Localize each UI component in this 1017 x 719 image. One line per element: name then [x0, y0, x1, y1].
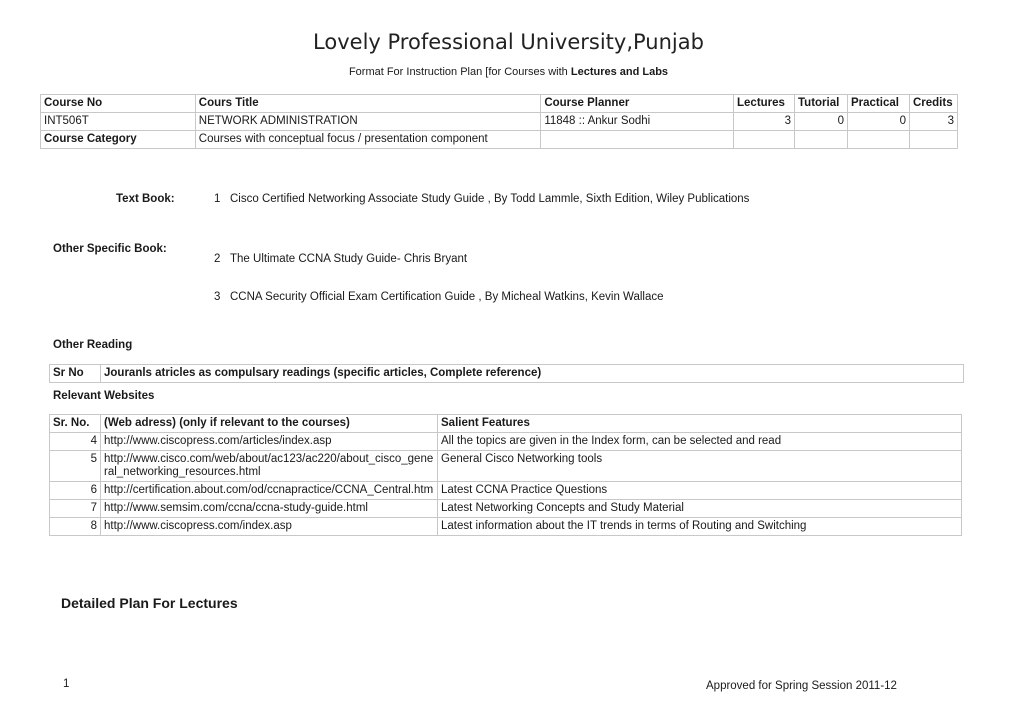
- course-no: INT506T: [41, 113, 196, 131]
- course-category-value: Courses with conceptual focus / presentation component: [195, 131, 541, 149]
- table-row: [50, 482, 962, 500]
- header-salient-features: Salient Features: [438, 415, 962, 433]
- header-course-no: Course No: [41, 95, 196, 113]
- table-row: [50, 500, 962, 518]
- header-course-title: Cours Title: [195, 95, 541, 113]
- website-feature: Latest Networking Concepts and Study Material: [438, 500, 962, 518]
- other-reading-label: Other Reading: [53, 339, 133, 351]
- website-url[interactable]: http://www.cisco.com/web/about/ac123/ac220/about_cisco_general_networking_resources.html: [101, 451, 438, 482]
- course-category-row: [41, 131, 958, 149]
- page-number: 1: [63, 678, 70, 690]
- website-feature: General Cisco Networking tools: [438, 451, 962, 482]
- website-feature: All the topics are given in the Index form, can be selected and read: [438, 433, 962, 451]
- websites-table: [49, 414, 962, 536]
- course-table: [40, 94, 958, 149]
- header-sr-no: Sr. No.: [50, 415, 101, 433]
- tutorial-value: 0: [795, 113, 848, 131]
- header-course-planner: Course Planner: [541, 95, 734, 113]
- other-book-text: The Ultimate CCNA Study Guide- Chris Bryant: [230, 253, 468, 265]
- other-book-number: 2: [214, 253, 221, 265]
- relevant-websites-label: Relevant Websites: [53, 390, 155, 402]
- website-feature: Latest CCNA Practice Questions: [438, 482, 962, 500]
- other-book-item: [214, 253, 467, 265]
- website-url[interactable]: http://www.semsim.com/ccna/ccna-study-guide.html: [101, 500, 438, 518]
- other-reading-table: [49, 364, 964, 383]
- course-table-header: [41, 95, 958, 113]
- other-book-label: Other Specific Book:: [53, 243, 167, 255]
- text-book-text: Cisco Certified Networking Associate Study Guide , By Todd Lammle, Sixth Edition, Wiley Publications: [230, 193, 750, 205]
- page-subtitle: [0, 66, 1017, 78]
- other-book-number: 3: [214, 291, 221, 303]
- header-practical: Practical: [847, 95, 909, 113]
- header-credits: Credits: [909, 95, 957, 113]
- header-web-address: (Web adress) (only if relevant to the courses): [101, 415, 438, 433]
- website-number: 6: [50, 482, 101, 500]
- empty-cell: [909, 131, 957, 149]
- websites-header: [50, 415, 962, 433]
- course-category-label: Course Category: [41, 131, 196, 149]
- table-row: [50, 518, 962, 536]
- text-book-item: [214, 193, 749, 205]
- header-sr-no: Sr No: [50, 365, 101, 383]
- detailed-plan-heading: Detailed Plan For Lectures: [61, 595, 238, 611]
- website-number: 5: [50, 451, 101, 482]
- empty-cell: [734, 131, 795, 149]
- subtitle-bold: Lectures and Labs: [570, 66, 669, 78]
- empty-cell: [541, 131, 734, 149]
- website-url[interactable]: http://certification.about.com/od/ccnapractice/CCNA_Central.htm: [101, 482, 438, 500]
- practical-value: 0: [847, 113, 909, 131]
- course-title: NETWORK ADMINISTRATION: [195, 113, 541, 131]
- text-book-number: 1: [214, 193, 221, 205]
- other-book-text: CCNA Security Official Exam Certification Guide , By Micheal Watkins, Kevin Wallace: [230, 291, 664, 303]
- table-row: [50, 451, 962, 482]
- other-book-item: [214, 291, 664, 303]
- website-url[interactable]: http://www.ciscopress.com/index.asp: [101, 518, 438, 536]
- page-title: Lovely Professional University,Punjab: [313, 30, 704, 54]
- table-row: [50, 433, 962, 451]
- website-number: 7: [50, 500, 101, 518]
- website-number: 8: [50, 518, 101, 536]
- course-table-row: [41, 113, 958, 131]
- course-planner: 11848 :: Ankur Sodhi: [541, 113, 734, 131]
- website-url[interactable]: http://www.ciscopress.com/articles/index.asp: [101, 433, 438, 451]
- other-reading-header: [50, 365, 964, 383]
- approval-note: Approved for Spring Session 2011-12: [706, 680, 897, 692]
- website-feature: Latest information about the IT trends in terms of Routing and Switching: [438, 518, 962, 536]
- header-tutorial: Tutorial: [795, 95, 848, 113]
- header-journal-articles: Jouranls atricles as compulsary readings (specific articles, Complete reference): [101, 365, 964, 383]
- empty-cell: [847, 131, 909, 149]
- website-number: 4: [50, 433, 101, 451]
- credits-value: 3: [909, 113, 957, 131]
- text-book-label: Text Book:: [116, 193, 175, 205]
- empty-cell: [795, 131, 848, 149]
- subtitle-prefix: Format For Instruction Plan [for Courses with: [348, 66, 571, 78]
- lectures-value: 3: [734, 113, 795, 131]
- header-lectures: Lectures: [734, 95, 795, 113]
